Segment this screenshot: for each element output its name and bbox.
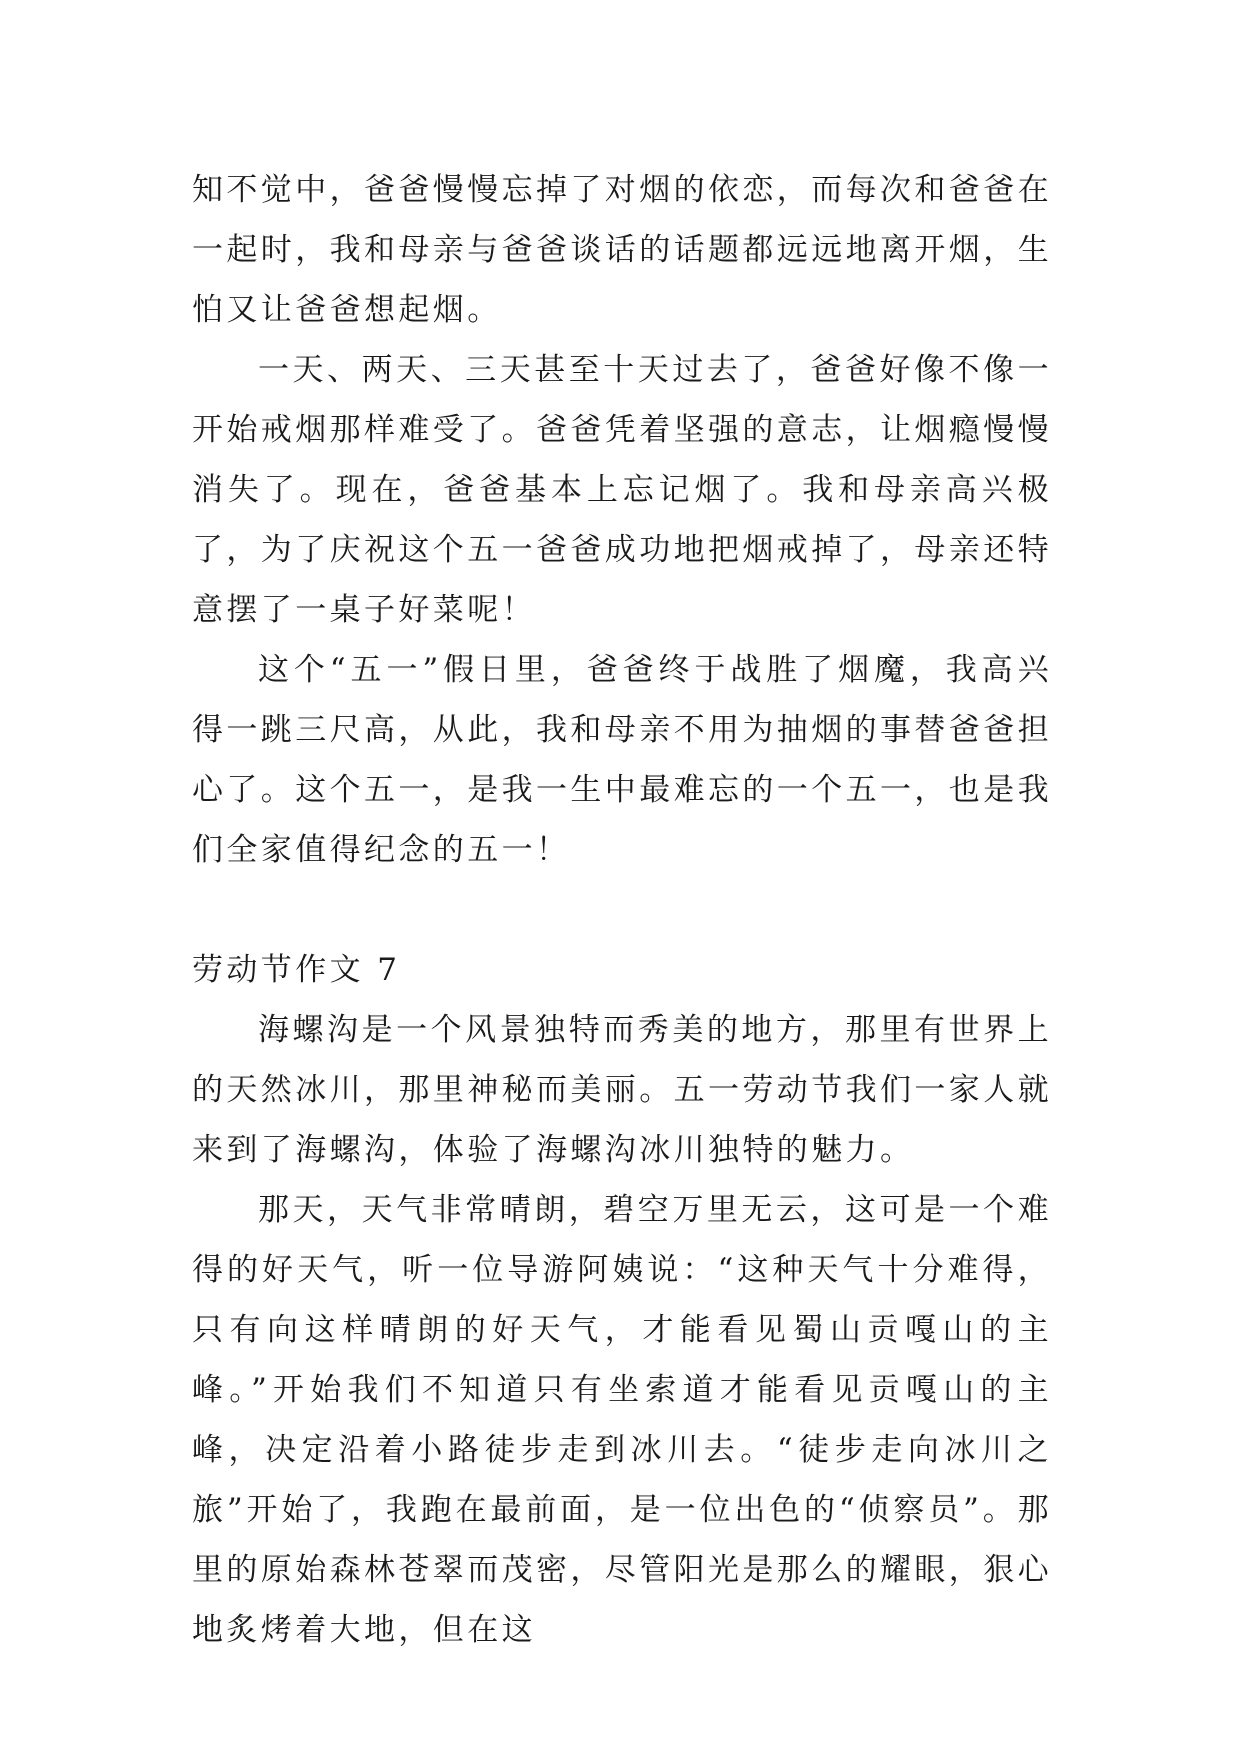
section-heading: 劳动节作文 7 xyxy=(192,952,401,988)
paragraph: 那天，天气非常晴朗，碧空万里无云，这可是一个难得的好天气，听一位导游阿姨说：“这种天气十分难得，只有向这样晴朗的好天气，才能看见蜀山贡嘎山的主峰。”开始我们不知道只有坐索道才能看见贡嘎山的主峰，决定沿着小路徒步走到冰川去。“徒步走向冰川之旅”开始了，我跑在最前面，是一位出色的“侦察员”。那里的原始森林苍翠而茂密，尽管阳光是那么的耀眼，狠心地炙烤着大地，但在这 xyxy=(192,1192,1052,1648)
paragraph: 这个“五一”假日里，爸爸终于战胜了烟魔，我高兴得一跳三尺高，从此，我和母亲不用为抽烟的事替爸爸担心了。这个五一，是我一生中最难忘的一个五一，也是我们全家值得纪念的五一！ xyxy=(192,652,1052,868)
document-page xyxy=(192,160,1052,1660)
paragraph: 海螺沟是一个风景独特而秀美的地方，那里有世界上的天然冰川，那里神秘而美丽。五一劳动节我们一家人就来到了海螺沟，体验了海螺沟冰川独特的魅力。 xyxy=(192,1012,1052,1168)
paragraph: 一天、两天、三天甚至十天过去了，爸爸好像不像一开始戒烟那样难受了。爸爸凭着坚强的意志，让烟瘾慢慢消失了。现在，爸爸基本上忘记烟了。我和母亲高兴极了，为了庆祝这个五一爸爸成功地把烟戒掉了，母亲还特意摆了一桌子好菜呢！ xyxy=(192,352,1052,628)
paragraph-continuation: 知不觉中，爸爸慢慢忘掉了对烟的依恋，而每次和爸爸在一起时，我和母亲与爸爸谈话的话题都远远地离开烟，生怕又让爸爸想起烟。 xyxy=(192,172,1052,328)
